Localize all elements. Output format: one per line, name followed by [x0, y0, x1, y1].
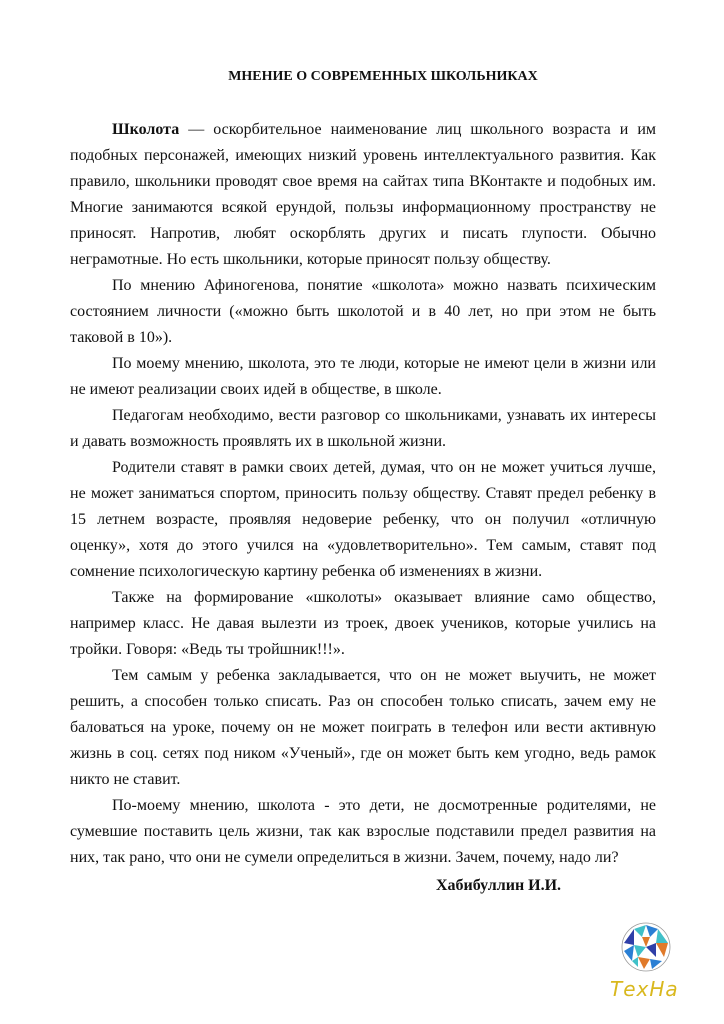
- logo-sphere-icon: [616, 917, 676, 977]
- page-title: МНЕНИЕ О СОВРЕМЕННЫХ ШКОЛЬНИКАХ: [228, 69, 538, 84]
- paragraph: По моему мнению, школота, это те люди, которые не имеют цели в жизни или не имеют реализации своих идей в обществе, в школе.: [70, 355, 656, 398]
- term-bold: Школота: [112, 121, 180, 138]
- logo: [610, 917, 680, 1001]
- document-page: [70, 0, 679, 1001]
- logo-text: ТехНа: [610, 977, 679, 1001]
- document-body: [70, 117, 656, 871]
- paragraph-text: — оскорбительное наименование лиц школьного возраста и им подобных персонажей, имеющих низкий уровень интеллектуального развития. Как правило, школьники проводят свое время на сайтах типа ВКонтакте и подобных им. Многие занимаются всякой ерундой, пользы информационному пространству не приносят. Напротив, любят оскорблять других и писать глупости. Обычно неграмотные. Но есть школьники, которые приносят пользу обществу.: [70, 121, 656, 268]
- paragraph: Родители ставят в рамки своих детей, думая, что он не может учиться лучше, не может заниматься спортом, приносить пользу обществу. Ставят предел ребенку в 15 летнем возрасте, проявляя недоверие ребенку, что он получил «отличную оценку», хотя до этого учился на «удовлетворительно». Тем самым, ставят под сомнение психологическую картину ребенка об изменениях в жизни.: [70, 459, 656, 580]
- paragraph: Педагогам необходимо, вести разговор со школьниками, узнавать их интересы и давать возможность проявлять их в школьной жизни.: [70, 407, 656, 450]
- paragraph: Тем самым у ребенка закладывается, что он не может выучить, не может решить, а способен только списать. Раз он способен только списать, зачем ему не баловаться на уроке, почему он не может поиграть в телефон или вести активную жизнь в соц. сетях под ником «Ученый», где он может быть кем угодно, ведь рамок никто не ставит.: [70, 667, 656, 788]
- paragraph: [70, 117, 656, 273]
- paragraph: Также на формирование «школоты» оказывает влияние само общество, например класс. Не давая вылезти из троек, двоек учеников, которые учились на тройки. Говоря: «Ведь ты тройшник!!!».: [70, 589, 656, 658]
- signature: Хабибуллин И.И.: [436, 877, 562, 894]
- paragraph: По-моему мнению, школота - это дети, не досмотренные родителями, не сумевшие поставить цель жизни, так как взрослые подставили предел развития на них, так рано, что они не сумели определиться в жизни. Зачем, почему, надо ли?: [70, 797, 656, 866]
- paragraph: По мнению Афиногенова, понятие «школота» можно назвать психическим состоянием личности («можно быть школотой и в 40 лет, но при этом не быть таковой в 10»).: [70, 277, 656, 346]
